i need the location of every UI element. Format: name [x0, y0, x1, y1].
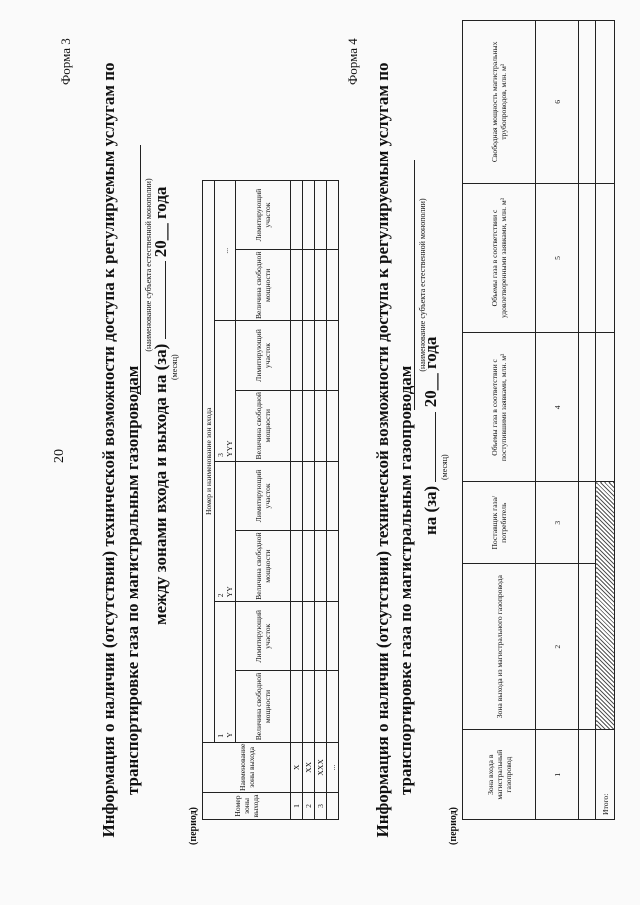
form3-row-name: X [291, 742, 303, 792]
table-row [303, 181, 315, 820]
form3-row-name: XXX [315, 742, 327, 792]
form4-col-num: 2 [536, 563, 579, 730]
form3-sub-limit-2: Лимитирующий участок [236, 461, 291, 530]
form3-label: Форма 3 [58, 38, 73, 85]
form3-sub-limit-3: Лимитирующий участок [236, 321, 291, 390]
form3-zone-1: 1 Y [215, 602, 236, 742]
form4-title-line2: транспортировке газа по магистральным газопроводам [396, 365, 415, 795]
form3-sub-free-1: Величина свободной мощности [236, 671, 291, 742]
form4-header-1: Зона входа в магистральный газопровод [463, 730, 536, 820]
form3-title-line3: между зонами входа и выхода на (за) 20__ года [151, 186, 170, 625]
form3-col-number: Номер зоны выхода [203, 793, 291, 820]
form3-row-num [327, 793, 339, 820]
form3-row-num: 1 [291, 793, 303, 820]
form3-sub-free-2: Величина свободной мощности [236, 530, 291, 601]
form4-header-2: Зона выхода из магистрального газопровода [463, 563, 536, 730]
form4-label: Форма 4 [345, 38, 360, 85]
form3-period-label: (период) [188, 807, 199, 845]
form3-sub-free-3: Величина свободной мощности [236, 390, 291, 461]
form3-title-line2: транспортировке газа по магистральным газопроводам [123, 365, 142, 795]
form4-header-3: Поставщик газа/ потребитель [463, 482, 536, 563]
form3-zone-3: 3 YYY [215, 321, 236, 461]
form4-col-num: 5 [536, 183, 579, 333]
form3-title-line1: Информация о наличии (отсутствии) технической возможности доступа к регулируемым услугам по [99, 62, 118, 838]
form4-subject-caption: (наименование субъекта естественной монополии) [418, 198, 427, 372]
form3-zone-2: 2 YY [215, 461, 236, 601]
form4-header-5: Объемы газа в соответствии с удовлетворенными заявками, млн. м³ [463, 183, 536, 333]
form4-col-num: 4 [536, 333, 579, 482]
form4-title-line3: на (за) 20__ года [421, 336, 440, 535]
page-number: 20 [52, 449, 67, 463]
form4-header-4: Объемы газа в соответствии с поступившими заявками, млн. м³ [463, 333, 536, 482]
form4-total-label: Итого: [596, 730, 615, 820]
form3-sub-free-4: Величина свободной мощности [236, 250, 291, 321]
form3-row-name: XX [303, 742, 315, 792]
form4-month-caption: (месяц) [440, 454, 449, 480]
form3-sub-limit-1: Лимитирующий участок [236, 602, 291, 671]
form4-subject-line [414, 160, 415, 410]
form4-total-row [596, 21, 615, 820]
form3-col-name: Наименование зоны выхода [203, 742, 291, 792]
form3-month-caption: (месяц) [170, 354, 179, 380]
form3-zone-4: ... [215, 181, 236, 321]
form4-header-6: Свободная мощность магистральных трубопроводов, млн. м³ [463, 21, 536, 184]
form3-table [202, 180, 339, 820]
form3-sub-limit-4: Лимитирующий участок [236, 181, 291, 250]
form4-hatched-cell [596, 482, 615, 730]
form3-subject-line [140, 145, 141, 395]
table-row [315, 181, 327, 820]
table-row [327, 181, 339, 820]
form4-col-num: 6 [536, 21, 579, 184]
form4-col-num: 1 [536, 730, 579, 820]
form3-row-num: 2 [303, 793, 315, 820]
form3-row-name: ... [327, 742, 339, 792]
form4-number-row [536, 21, 579, 820]
form3-subject-caption: (наименование субъекта естественной монополии) [144, 178, 153, 352]
table-row [291, 181, 303, 820]
form4-col-num: 3 [536, 482, 579, 563]
form3-row-num: 3 [315, 793, 327, 820]
form4-title-line1: Информация о наличии (отсутствии) технической возможности доступа к регулируемым услугам по [373, 62, 392, 838]
form4-period-label: (период) [448, 807, 459, 845]
form4-empty-row [579, 21, 596, 820]
form4-table [462, 20, 615, 820]
form3-group-header: Номер и наименование зон входа [203, 181, 215, 743]
